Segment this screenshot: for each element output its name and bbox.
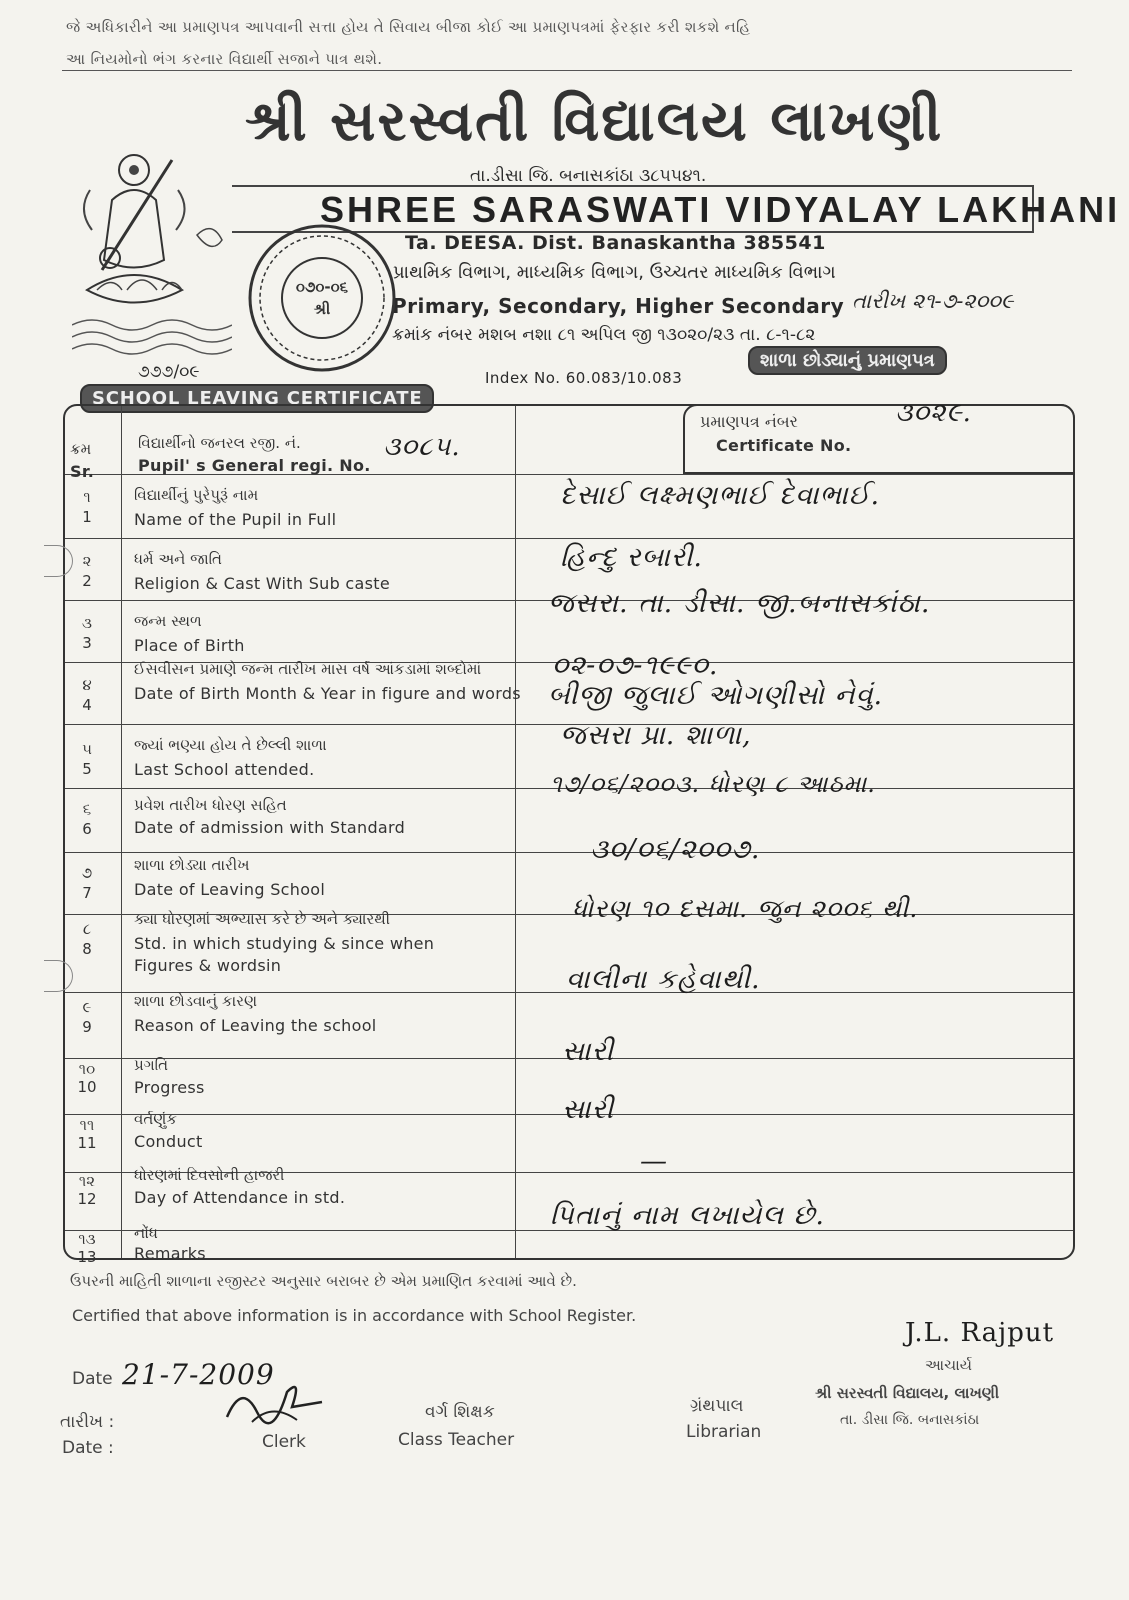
departments-english: Primary, Secondary, Higher Secondary xyxy=(392,294,845,318)
issue-date xyxy=(852,289,1013,314)
certification-gujarati: ઉપરની માહિતી શાળાના રજીસ્ટર અનુસાર બરાબર છે એમ પ્રમાણિત કરવામાં આવે છે. xyxy=(70,1272,577,1290)
row-2-label-en: Religion & Cast With Sub caste xyxy=(134,574,390,593)
notice-line-1: જે અધિકારીને આ પ્રમાણપત્ર આપવાની સત્તા હોય તે સિવાય બીજા કોઈ આ પ્રમાણપત્રમાં ફેરફાર કરી શકશે નહિ xyxy=(66,18,751,36)
footer-date-value: 21-7-2009 xyxy=(122,1358,275,1391)
recognition-number: ક્રમાંક નંબર મશબ નશા ૮૧ અપિલ જી ૧૩૦૨૦/૨૩ તા. ૮-૧-૮૨ xyxy=(392,325,816,345)
regi-label-english: Pupil' s General regi. No. xyxy=(138,456,371,475)
row-13-number-en: 13 xyxy=(77,1248,97,1266)
row-3-number-gu: ૩ xyxy=(82,614,92,632)
row-7-label-gu: શાળા છોડ્યા તારીખ xyxy=(134,856,250,874)
school-address-gujarati: તા.ડીસા જિ. બનાસકાંઠા ૩૮૫૫૪૧. xyxy=(470,166,707,186)
principal-label-gujarati: આચાર્ય xyxy=(925,1356,973,1374)
row-1-value: દેસાઈ લક્ષ્મણભાઈ દેવાભાઈ. xyxy=(560,480,881,511)
sr-label-english: Sr. xyxy=(70,462,95,481)
row-13-number-gu: ૧૩ xyxy=(78,1230,96,1248)
principal-stamp-line-2: તા. ડીસા જિ. બનાસકાંઠા xyxy=(840,1412,980,1428)
row-4-number-en: 4 xyxy=(82,696,92,714)
school-seal-stamp xyxy=(246,222,398,374)
issue-date-value: ૨૧-૭-૨૦૦૯ xyxy=(911,289,1014,313)
row-13-label-en: Remarks xyxy=(134,1244,206,1263)
regi-number-value: ૩૦૮૫. xyxy=(383,432,461,462)
clerk-label-english: Clerk xyxy=(262,1432,306,1452)
row-4-label-en: Date of Birth Month & Year in figure and words xyxy=(134,684,521,703)
row-2-label-gu: ધર્મ અને જાતિ xyxy=(134,550,223,568)
row-6-label-en: Date of admission with Standard xyxy=(134,818,406,837)
row-12-number-gu: ૧૨ xyxy=(78,1172,96,1190)
row-9-value: વાલીના કહેવાથી. xyxy=(566,964,761,995)
principal-stamp-line-1: શ્રી સરસ્વતી વિદ્યાલય, લાખણી xyxy=(815,1384,1000,1402)
row-12-value: — xyxy=(640,1146,668,1177)
row-7-number-gu: ૭ xyxy=(81,864,93,882)
row-5-label-gu: જ્યાં ભણ્યા હોય તે છેલ્લી શાળા xyxy=(134,736,327,754)
certificate-number-value: ૩૦૨૯. xyxy=(895,398,972,428)
seal-center-number: ૦૭૦-૦૬ xyxy=(295,278,349,296)
row-6-label-gu: પ્રવેશ તારીખ ધોરણ સહિત xyxy=(134,796,287,814)
row-5-value: જસરા પ્રા. શાળા, xyxy=(560,720,752,751)
row-11-value: સારી xyxy=(562,1094,615,1125)
left-serial-number: ૭૭૭/૦૯ xyxy=(138,362,200,382)
row-9-label-gu: શાળા છોડવાનું કારણ xyxy=(134,992,258,1010)
row-1-number-en: 1 xyxy=(82,508,92,526)
row-7-value: ૩૦/૦૬/૨૦૦૭. xyxy=(590,834,761,865)
school-address-english: Ta. DEESA. Dist. Banaskantha 385541 xyxy=(405,232,826,254)
value-column-divider xyxy=(515,406,516,1258)
row-8-number-en: 8 xyxy=(82,940,92,958)
serial-column-divider xyxy=(121,406,122,1258)
saraswati-logo xyxy=(72,140,232,355)
slc-banner-english: SCHOOL LEAVING CERTIFICATE xyxy=(80,384,434,413)
principal-signature: J.L. Rajput xyxy=(905,1318,1055,1348)
row-3-number-en: 3 xyxy=(82,634,92,652)
librarian-gujarati: ગ્રંથપાલ xyxy=(690,1396,744,1416)
row-13-value: પિતાનું નામ લખાયેલ છે. xyxy=(550,1200,825,1231)
notice-line-2: આ નિયમોનો ભંગ કરનાર વિદ્યાર્થી સજાને પાત્ર થશે. xyxy=(66,50,383,68)
row-10-label-en: Progress xyxy=(134,1078,205,1097)
row-10-value: સારી xyxy=(562,1036,615,1067)
index-number: Index No. 60.083/10.083 xyxy=(485,369,683,387)
row-11-label-en: Conduct xyxy=(134,1132,203,1151)
row-6-number-en: 6 xyxy=(82,820,92,838)
row-8-label-gu: ક્યા ધોરણમાં અભ્યાસ કરે છે અને ક્યારથી xyxy=(134,910,391,928)
footer-date-english: Date : xyxy=(62,1438,114,1458)
row-10-number-gu: ૧૦ xyxy=(78,1060,96,1078)
row-7-number-en: 7 xyxy=(82,884,92,902)
row-8-label-en: Std. in which studying & since when xyxy=(134,934,435,953)
certification-english: Certified that above information is in accordance with School Register. xyxy=(72,1306,637,1325)
row-6-value: ૧૭/૦૬/૨૦૦૩. ધોરણ ૮ આઠમા. xyxy=(550,770,876,798)
footer-tarikh-gujarati: તારીખ : xyxy=(60,1412,115,1432)
row-4-value-words: બીજી જુલાઈ ઓગણીસો નેવું. xyxy=(548,680,884,711)
row-2-value: હિન્દુ રબારી. xyxy=(560,542,704,573)
row-10-number-en: 10 xyxy=(77,1078,97,1096)
class-teacher-gujarati: વર્ગ શિક્ષક xyxy=(425,1402,495,1422)
clerk-signature xyxy=(222,1372,332,1432)
row-13-label-gu: નોંધ xyxy=(134,1224,158,1242)
row-10-label-gu: પ્રગતિ xyxy=(134,1056,169,1074)
row-2-number-gu: ૨ xyxy=(82,552,92,570)
row-1-label-gu: વિદ્યાર્થીનું પુરેપુરૂં નામ xyxy=(134,486,259,504)
row-12-number-en: 12 xyxy=(77,1190,97,1208)
row-11-number-en: 11 xyxy=(77,1134,97,1152)
sr-label-gujarati: ક્રમ xyxy=(70,440,92,458)
clerk-label xyxy=(262,1432,306,1452)
row-12-label-gu: ધોરણમાં દિવસોની હાજરી xyxy=(134,1166,285,1184)
row-9-number-gu: ૯ xyxy=(82,998,92,1016)
issue-date-label: તારીખ xyxy=(852,289,906,313)
row-3-label-gu: જન્મ સ્થળ xyxy=(134,612,202,630)
librarian-english: Librarian xyxy=(686,1422,762,1442)
row-4-label-gu: ઈસવીસન પ્રમાણે જન્મ તારીખ માસ વર્ષ આંકડામાં શબ્દોમાં xyxy=(134,660,482,678)
row-11-number-gu: ૧૧ xyxy=(79,1116,95,1134)
row-5-number-en: 5 xyxy=(82,760,92,778)
departments-gujarati: પ્રાથમિક વિભાગ, માધ્યમિક વિભાગ, ઉચ્ચતર માધ્યમિક વિભાગ xyxy=(393,262,836,283)
row-8-label-en-2: Figures & wordsin xyxy=(134,956,282,975)
row-8-value: ધોરણ ૧૦ દસમા. જુન ૨૦૦૬ થી. xyxy=(572,894,919,923)
row-5-number-gu: ૫ xyxy=(82,740,92,758)
row-3-label-en: Place of Birth xyxy=(134,636,245,655)
top-divider xyxy=(62,70,1072,71)
class-teacher-english: Class Teacher xyxy=(398,1430,515,1450)
row-1-number-gu: ૧ xyxy=(83,488,91,506)
row-9-number-en: 9 xyxy=(82,1018,92,1036)
school-name-gujarati: શ્રી સરસ્વતી વિદ્યાલય લાખણી xyxy=(245,88,944,154)
regi-label-gujarati: વિદ્યાર્થીનો જનરલ રજી. નં. xyxy=(138,434,301,452)
slc-banner-gujarati: શાળા છોડ્યાનું પ્રમાણપત્ર xyxy=(748,346,947,375)
row-2-number-en: 2 xyxy=(82,572,92,590)
row-11-label-gu: વર્તણુંક xyxy=(134,1110,177,1128)
footer-date-label: Date xyxy=(72,1369,113,1389)
row-7-label-en: Date of Leaving School xyxy=(134,880,326,899)
certificate-label-gujarati: પ્રમાણપત્ર નંબર xyxy=(700,412,798,431)
row-5-label-en: Last School attended. xyxy=(134,760,315,779)
row-9-label-en: Reason of Leaving the school xyxy=(134,1016,377,1035)
seal-center-text: શ્રી xyxy=(313,300,331,318)
row-4-value: ૦૨-૦૭-૧૯૯૦. xyxy=(552,650,719,681)
row-1-label-en: Name of the Pupil in Full xyxy=(134,510,337,529)
row-8-number-gu: ૮ xyxy=(82,920,92,938)
row-4-number-gu: ૪ xyxy=(82,676,92,694)
row-12-label-en: Day of Attendance in std. xyxy=(134,1188,346,1207)
certificate-label-english: Certificate No. xyxy=(716,436,852,455)
school-name-english: SHREE SARASWATI VIDYALAY LAKHANI xyxy=(320,189,1121,230)
row-3-value: જસરા. તા. ડીસા. જી.બનાસકાંઠા. xyxy=(548,588,931,619)
row-6-number-gu: ૬ xyxy=(82,800,92,818)
